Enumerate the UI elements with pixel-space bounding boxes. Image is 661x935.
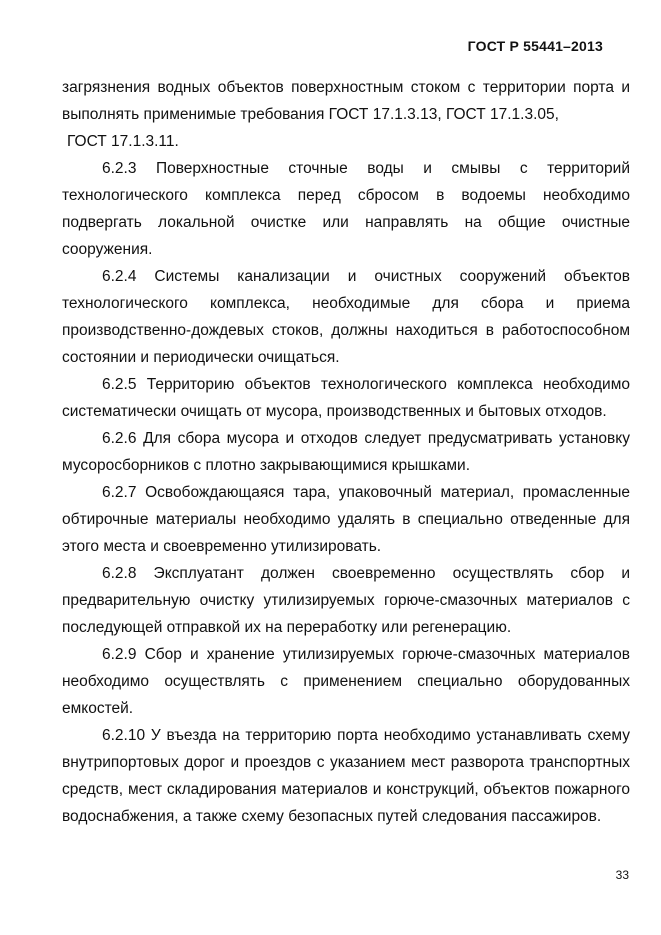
page-number: 33 bbox=[615, 868, 629, 882]
paragraph-6-2-4: 6.2.4 Системы канализации и очистных сооружений объектов технологического комплекса, необходимые для сбора и приема производственно-дождевых стоков, должны находиться в работоспособном состоянии и периодически очищаться. bbox=[62, 268, 630, 366]
paragraph-6-2-7: 6.2.7 Освобождающаяся тара, упаковочный материал, промасленные обтирочные материалы необходимо удалять в специально отведенные для этого места и своевременно утилизировать. bbox=[62, 484, 630, 555]
paragraph-6-2-3: 6.2.3 Поверхностные сточные воды и смывы с территорий технологического комплекса перед сбросом в водоемы необходимо подвергать локальной очистке или направлять на общие очистные сооружения. bbox=[62, 160, 630, 258]
paragraph-6-2-8: 6.2.8 Эксплуатант должен своевременно осуществлять сбор и предварительную очистку утилизируемых горюче-смазочных материалов с последующей отправкой их на переработку или регенерацию. bbox=[62, 565, 630, 636]
paragraph-6-2-10: 6.2.10 У въезда на территорию порта необходимо устанавливать схему внутрипортовых дорог и проездов с указанием мест разворота транспортных средств, мест складирования материалов и конструкций, объектов пожарного водоснабжения, а также схему безопасных путей следования пассажиров. bbox=[62, 727, 630, 825]
paragraph-6-2-6: 6.2.6 Для сбора мусора и отходов следует предусматривать установку мусоросборников с плотно закрывающимися крышками. bbox=[62, 430, 630, 474]
document-body bbox=[62, 74, 630, 830]
paragraph-text: загрязнения водных объектов поверхностным стоком с территории порта и выполнять применимые требования ГОСТ 17.1.3.13, ГОСТ 17.1.3.05, bbox=[62, 79, 630, 123]
paragraph-tail: ГОСТ 17.1.3.11. bbox=[67, 133, 179, 150]
document-header: ГОСТ Р 55441–2013 bbox=[467, 38, 603, 54]
paragraph-6-2-9: 6.2.9 Сбор и хранение утилизируемых горюче-смазочных материалов необходимо осуществлять с применением специально оборудованных емкостей. bbox=[62, 646, 630, 717]
paragraph-continuation bbox=[62, 74, 630, 155]
paragraph-6-2-5: 6.2.5 Территорию объектов технологического комплекса необходимо систематически очищать от мусора, производственных и бытовых отходов. bbox=[62, 376, 630, 420]
